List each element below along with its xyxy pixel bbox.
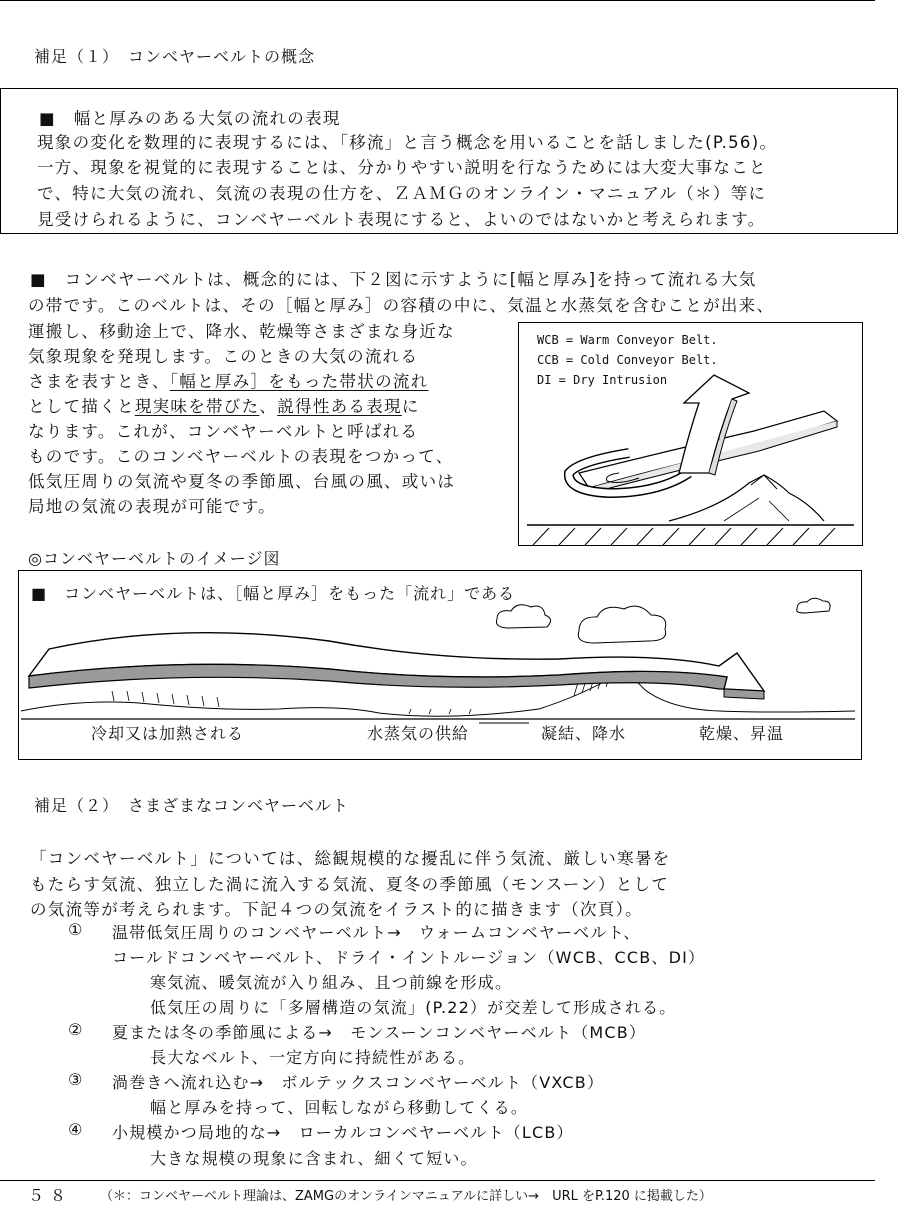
bottom-rule — [0, 1180, 875, 1181]
list-number: ③ — [68, 1070, 84, 1089]
intro-line: もたらす気流、独立した渦に流入する気流、夏冬の季節風（モンスーン）として — [30, 875, 670, 894]
list-number: ② — [68, 1020, 84, 1039]
legend-ccb: CCB = Cold Conveyor Belt. — [537, 353, 718, 367]
body-line: 運搬し、移動途上で、降水、乾燥等さまざまな身近な — [28, 322, 455, 341]
label-drying: 乾燥、昇温 — [699, 724, 785, 743]
intro-line: の気流等が考えられます。下記４つの気流をイラスト的に描きます（次頁）。 — [30, 900, 643, 919]
list-item: 小規模かつ局地的な→ ローカルコンベヤーベルト（LCB） — [112, 1123, 574, 1142]
list-item: コールドコンベヤーベルト、ドライ・イントルージョン（WCB、CCB、DI） — [112, 948, 706, 967]
belt-illustration — [519, 323, 862, 545]
underlined-phrase: 説得性ある表現 — [277, 397, 402, 416]
list-item: 長大なベルト、一定方向に持続性がある。 — [150, 1048, 476, 1067]
conveyor-belt-image-box — [18, 570, 862, 760]
list-item: 夏または冬の季節風による→ モンスーンコンベヤーベルト（MCB） — [112, 1023, 647, 1042]
body-line: ■ コンベヤーベルトは、概念的には、下２図に示すように[幅と厚み]を持って流れる大気 — [30, 270, 757, 289]
definition-box-line: 見受けられるように、コンベヤーベルト表現にすると、よいのではないかと考えられます。 — [37, 210, 766, 229]
underlined-phrase: 「幅と厚み］をもった帯状の流れ — [169, 372, 429, 391]
list-item: 温帯低気圧周りのコンベヤーベルト→ ウォームコンベヤーベルト、 — [112, 923, 641, 942]
supplement2-heading: 補足（２） さまざまなコンベヤーベルト — [34, 796, 350, 815]
body-line: 低気圧周りの気流や夏冬の季節風、台風の風、或いは — [28, 472, 456, 491]
list-item: 渦巻きへ流れ込む→ ボルテックスコンベヤーベルト（VXCB） — [112, 1073, 605, 1092]
figure-caption: ◎コンベヤーベルトのイメージ図 — [28, 549, 281, 568]
definition-box-line: 現象の変化を数理的に表現するには、「移流」と言う概念を用いることを話しました(P.56)。 — [37, 133, 778, 152]
legend-di: DI = Dry Intrusion — [537, 373, 668, 387]
list-item: 幅と厚みを持って、回転しながら移動してくる。 — [150, 1098, 529, 1117]
legend-wcb: WCB = Warm Conveyor Belt. — [537, 333, 718, 347]
definition-box-title: ■ 幅と厚みのある大気の流れの表現 — [39, 109, 341, 128]
list-item: 大きな規模の現象に含まれ、細くて短い。 — [150, 1149, 478, 1168]
definition-box-line: で、特に大気の流れ、気流の表現の仕方を、ＺＡＭＧのオンライン・マニュアル（＊）等に — [37, 184, 767, 203]
intro-line: 「コンベヤーベルト」については、総観規模的な擾乱に伴う気流、厳しい寒暑を — [30, 849, 671, 868]
body-line: 気象現象を発現します。このときの大気の流れる — [28, 347, 419, 366]
list-item: 寒気流、暖気流が入り組み、且つ前線を形成。 — [150, 973, 513, 992]
body-line: なります。これが、コンベヤーベルトと呼ばれる — [28, 422, 419, 441]
footnote: （＊：コンベヤーベルト理論は、ZAMGのオンラインマニュアルに詳しい→ URL をP.120 に掲載した） — [100, 1189, 712, 1204]
list-item: 低気圧の周りに「多層構造の気流」(P.22）が交差して形成される。 — [150, 998, 677, 1017]
label-vapor-supply: 水蒸気の供給 — [367, 724, 470, 743]
body-line: の帯です。このベルトは、その［幅と厚み］の容積の中に、気温と水蒸気を含むことが出来、 — [28, 296, 775, 315]
conveyor-belt-sketch — [518, 322, 863, 546]
definition-box-line: 一方、現象を視覚的に表現することは、分かりやすい説明を行なうためには大変大事なこと — [37, 158, 767, 177]
body-line: として描くと現実味を帯びた、説得性ある表現に — [28, 397, 420, 416]
label-cooling-heating: 冷却又は加熱される — [91, 724, 245, 743]
label-condensation: 凝結、降水 — [541, 724, 627, 743]
supplement1-heading: 補足（１） コンベヤーベルトの概念 — [34, 47, 316, 66]
body-line: さまを表すとき、「幅と厚み］をもった帯状の流れ — [28, 372, 429, 391]
page-number: ５８ — [28, 1186, 73, 1205]
list-number: ① — [68, 920, 84, 939]
body-line: ものです。このコンベヤーベルトの表現をつかって、 — [28, 447, 454, 466]
definition-box — [0, 88, 898, 234]
top-rule — [0, 0, 875, 1]
body-line: 局地の気流の表現が可能です。 — [28, 497, 276, 516]
list-number: ④ — [68, 1120, 84, 1139]
figure2-title: ■ コンベヤーベルトは、［幅と厚み］をもった「流れ」である — [31, 584, 516, 603]
underlined-phrase: 現実味を帯びた — [134, 397, 260, 416]
